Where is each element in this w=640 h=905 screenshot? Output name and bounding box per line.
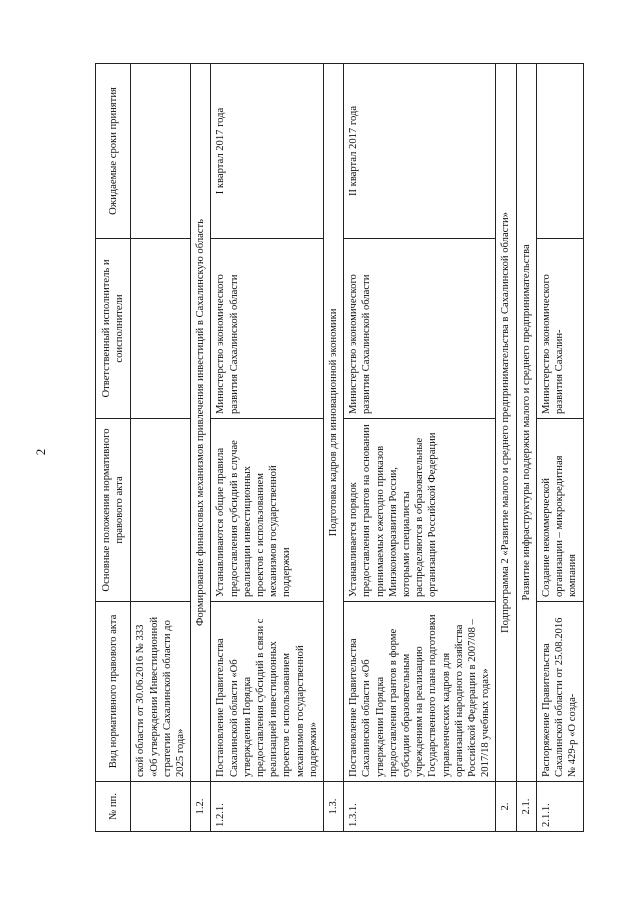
cell-kind: Распоряжение Правительства Сахалинской области от 25.08.2016 № 429-р «О созда- <box>536 602 583 782</box>
section-row <box>516 64 536 832</box>
section-title: Подготовка кадров для инновационной экономики <box>324 64 344 782</box>
cell-provisions: Устанавливаются общие правила предоставления субсидий в случае реализации инвестиционных проектов с использованием механизмов государственной поддержки <box>211 419 324 602</box>
section-row <box>324 64 344 832</box>
cell-provisions <box>131 419 191 602</box>
cell-num: 1.2. <box>191 782 211 832</box>
cell-kind: Постановление Правительства Сахалинской области «Об утверждении Порядка предоставления грантов в форме субсидии образовательным учреждениям на реализацию Государственного плана подготовки управленческих кадров для организаций народного хозяйства Российской Федерации в 2007/08 – 2017/18 учебных годах» <box>344 602 496 782</box>
table-row <box>211 64 324 832</box>
section-title: Подпрограмма 2 «Развитие малого и среднего предпринимательства в Сахалинской области» <box>496 64 516 782</box>
cell-deadline <box>536 64 583 239</box>
header-deadline: Ожидаемые сроки принятия <box>96 64 131 239</box>
cell-num: 2.1.1. <box>536 782 583 832</box>
cell-num: 2.1. <box>516 782 536 832</box>
section-title: Формирование финансовых механизмов привлечения инвестиций в Сахалинскую область <box>191 64 211 782</box>
table-row <box>344 64 496 832</box>
header-responsible: Ответственный исполнитель и соисполнители <box>96 239 131 419</box>
cell-num: 2. <box>496 782 516 832</box>
table-row <box>536 64 583 832</box>
cell-deadline <box>131 64 191 239</box>
cell-num: 1.2.1. <box>211 782 324 832</box>
cell-kind: ской области от 30.06.2016 № 333 «Об утверждении Инвестиционной стратегии Сахалинской области до 2025 года» <box>131 602 191 782</box>
cell-responsible <box>131 239 191 419</box>
cell-responsible: Министерство экономического развития Сахалинской области <box>211 239 324 419</box>
table-row <box>131 64 191 832</box>
cell-kind: Постановление Правительства Сахалинской области «Об утверждении Порядка предоставления субсидий в связи с реализацией инвестиционных проектов с использованием механизмов государственной поддержки» <box>211 602 324 782</box>
cell-provisions: Создание некоммерческой организации – микрокредитная компания <box>536 419 583 602</box>
cell-num: 1.3.1. <box>344 782 496 832</box>
header-num: № пп. <box>96 782 131 832</box>
normative-acts-table <box>95 63 584 832</box>
cell-responsible: Министерство экономического развития Сахалин- <box>536 239 583 419</box>
page-number: 2 <box>33 448 48 456</box>
section-title: Развитие инфраструктуры поддержки малого и среднего предпринимательства <box>516 64 536 782</box>
section-row <box>496 64 516 832</box>
rotated-table-container <box>95 64 580 832</box>
cell-responsible: Министерство экономического развития Сахалинской области <box>344 239 496 419</box>
section-row <box>191 64 211 832</box>
cell-num: 1.3. <box>324 782 344 832</box>
cell-provisions: Устанавливается порядок предоставления грантов на основании принимаемых ежегодно приказов Минэкономразвития России, которыми специалисты распределяются в образовательные организации Российской Федерации <box>344 419 496 602</box>
header-provisions: Основные положения нормативного правового акта <box>96 419 131 602</box>
cell-num <box>131 782 191 832</box>
table-header-row <box>96 64 131 832</box>
cell-deadline: I квартал 2017 года <box>211 64 324 239</box>
cell-deadline: II квартал 2017 года <box>344 64 496 239</box>
header-kind: Вид нормативного правового акта <box>96 602 131 782</box>
